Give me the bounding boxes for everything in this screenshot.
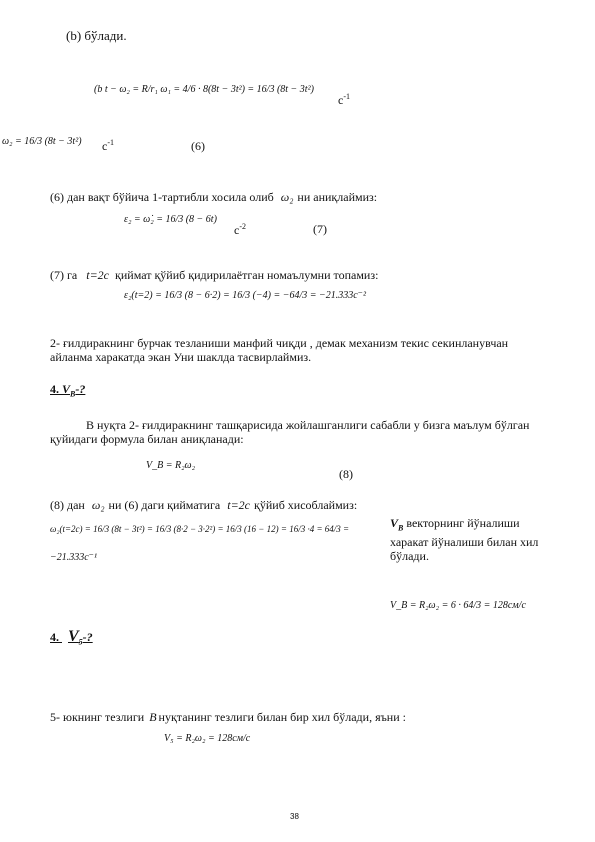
paragraph-compute: (8) дан ω₂ ни (6) даги қийматига t=2c қўйиб хисоблаймиз:: [50, 498, 358, 512]
paragraph-b-point: В нуқта 2- ғилдиракнинг ташқарисида жойлашганлиги сабабли у бизга маълум бўлган қуйидаги формула билан аниқланади:: [50, 418, 530, 446]
heading-vb: 4. $V_B-$?: [50, 382, 86, 399]
equation-7-number: (7): [313, 222, 327, 236]
equation-omega2-at-t2: ω₂(t=2c) = 16/3 (8t − 3t²) = 16/3 (8·2 − 3·2²) = 16/3 (16 − 12) = 16/3 ·4 = 64/3 =: [50, 524, 350, 534]
equation-6-number: (6): [191, 139, 205, 153]
equation-v5: V₅ = R₂ω₂ = 128см/с: [164, 733, 251, 744]
equation-6-unit: $с^{-1}$: [102, 138, 114, 153]
paragraph-load-speed: 5- юкнинг тезлиги B нуқтанинг тезлиги билан бир хил бўлади, яъни :: [50, 710, 406, 724]
vb-direction-text: $V_B$ векторнинг йўналиши харакат йўналиши билан хил бўлади.: [390, 516, 539, 564]
page-number: 38: [290, 812, 299, 821]
equation-7: ε₂ = ω̇₂ = 16/3 (8 − 6t): [124, 214, 217, 225]
equation-omega2: (b t − ω₂ = R/r₁ ω₁ = 4/6 · 8(8t − 3t²) = 16/3 (8t − 3t²): [94, 84, 314, 95]
heading-v5: 4. $V_5-$?: [50, 628, 93, 647]
paragraph-gear-deceleration: 2- ғилдиракнинг бурчак тезланиши манфий чиқди , демак механизм текис секинланувчан айланма харакатда экан Уни шаклда тасвирлаймиз.: [50, 336, 509, 364]
paragraph-substitute: (7) га t=2c қиймат қўйиб қидирилаётган номаълумни топамиз:: [50, 268, 379, 282]
equation-8-number: (8): [339, 467, 353, 481]
equation-omega2-unit: $с^{-1}$: [338, 92, 350, 107]
equation-vb-value: V_B = R₂ω₂ = 6 · 64/3 = 128см/с: [390, 600, 526, 611]
paragraph-derivative: (6) дан вақт бўйича 1-тартибли хосила олиб ω₂ ни аниқлаймиз:: [50, 190, 378, 204]
equation-8: V_B = R₂ω₂: [146, 460, 196, 471]
line-b: (b) бўлади.: [66, 28, 127, 43]
equation-omega2-at-t2-result: −21.333с⁻¹: [50, 552, 97, 563]
equation-7-unit: $с^{-2}$: [234, 222, 246, 237]
equation-6: ω₂ = 16/3 (8t − 3t²): [2, 136, 82, 147]
equation-7-result: ε₂(t=2) = 16/3 (8 − 6·2) = 16/3 (−4) = −64/3 = −21.333с⁻²: [124, 290, 366, 301]
